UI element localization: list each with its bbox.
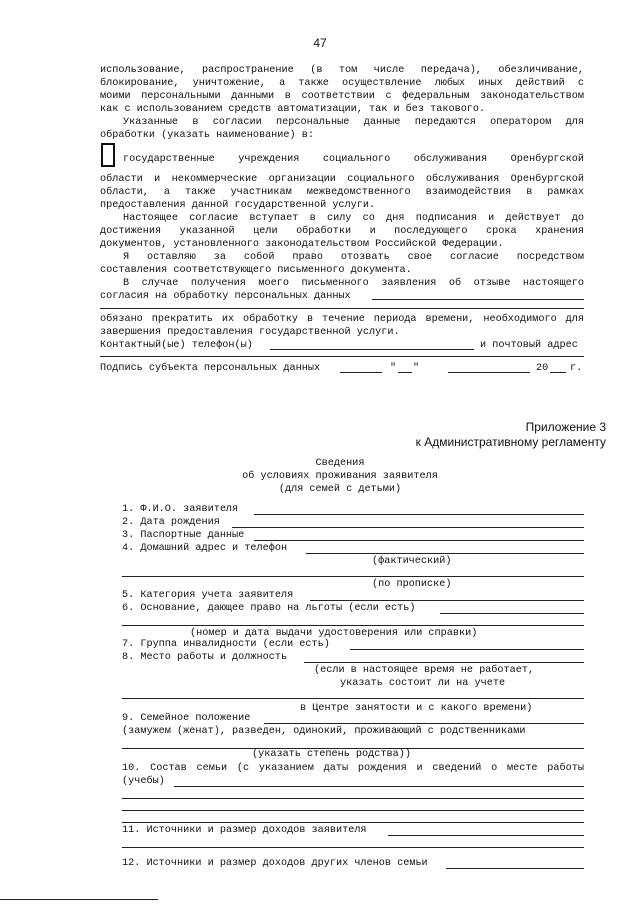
home-address-field[interactable] — [306, 553, 584, 554]
signature-field[interactable] — [340, 372, 382, 373]
operator-line-4: предоставления данной государственной услуги. — [100, 200, 376, 211]
operator-line-2: области и некоммерческие организации социального обслуживания Оренбургской — [100, 174, 584, 185]
consent-line-1: использование, распространение (в том числе передача), обезличивание, — [100, 65, 584, 76]
benefits-basis-field-2[interactable] — [122, 625, 584, 626]
month-field[interactable] — [448, 372, 530, 373]
year-suffix: г. — [570, 363, 583, 374]
workplace-field-2[interactable] — [122, 698, 584, 699]
workplace-field[interactable] — [304, 662, 584, 663]
hint-work-2: указать состоит ли на учете — [340, 678, 506, 689]
item-12-label: 12. Источники и размер доходов других членов семьи — [122, 858, 428, 869]
day-field[interactable] — [398, 372, 412, 373]
signature-label: Подпись субъекта персональных данных — [100, 363, 321, 374]
item-2-label: 2. Дата рождения — [122, 517, 220, 528]
hint-actual: (фактический) — [372, 556, 452, 567]
operator-line-1: государственные учреждения социального обслуживания Оренбургской — [123, 154, 584, 165]
benefits-basis-field[interactable] — [440, 613, 584, 614]
withdrawal-line-2: согласия на обработку персональных данных — [100, 291, 351, 302]
operator-checkbox[interactable] — [101, 143, 115, 167]
consent-line-3: моими персональными данными в соответствии с федеральным законодательством — [100, 91, 584, 102]
item-5-label: 5. Категория учета заявителя — [122, 590, 294, 601]
separator-line — [122, 822, 584, 823]
item-11-label: 11. Источники и размер доходов заявителя — [122, 825, 367, 836]
year-field[interactable] — [550, 372, 566, 373]
validity-line-3: документов, установленного законодательством Российской Федерации. — [100, 239, 504, 250]
validity-line-2: достижения указанной цели обработки и последующего срока хранения — [100, 226, 584, 237]
hint-certificate: (номер и дата выдачи удостоверения или справки) — [190, 628, 478, 639]
date-quote-open: " — [390, 363, 397, 374]
applicant-income-field[interactable] — [388, 835, 584, 836]
disability-field[interactable] — [350, 649, 584, 650]
item-6-label: 6. Основание, дающее право на льготы (если есть) — [122, 603, 416, 614]
family-income-field[interactable] — [446, 868, 584, 869]
passport-field[interactable] — [254, 540, 584, 541]
form-heading-1: Сведения — [315, 458, 365, 469]
operator-name-field[interactable] — [372, 299, 584, 300]
hint-registration: (по прописке) — [372, 579, 452, 590]
marital-status-field[interactable] — [264, 723, 584, 724]
consent-line-4: как с использованием средств автоматизации, так и без таковогo. — [100, 104, 486, 115]
hint-relation: (указать степень родства)) — [252, 749, 411, 760]
appendix-title: Приложение 3 — [525, 420, 606, 434]
form-heading-2: об условиях проживания заявителя — [242, 471, 438, 482]
footnote-divider — [0, 899, 158, 900]
family-composition-field-3[interactable] — [122, 810, 584, 811]
family-composition-field-2[interactable] — [122, 798, 584, 799]
applicant-name-field[interactable] — [254, 514, 584, 515]
consent-line-6: обработки (указать наименование) в: — [100, 130, 314, 141]
operator-name-field-2[interactable] — [100, 308, 584, 309]
consent-line-5: Указанные в согласии персональные данные передаются оператором для — [123, 117, 584, 128]
item-10-label: 10. Состав семьи (с указанием даты рождения и сведений о месте работы — [122, 763, 584, 774]
item-3-label: 3. Паспортные данные — [122, 530, 245, 541]
item-1-label: 1. Ф.И.О. заявителя — [122, 504, 239, 515]
withdrawal-line-1: В случае получения моего письменного заявления об отзыве настоящего — [123, 278, 584, 289]
hint-family: (замужем (женат), разведен, одинокий, проживающий с родственниками — [122, 726, 526, 737]
item-8-label: 8. Место работы и должность — [122, 652, 288, 663]
hint-work-3: в Центре занятости и с какого времени) — [300, 703, 533, 714]
item-9-label: 9. Семейное положение — [122, 713, 251, 724]
home-address-field-2[interactable] — [122, 576, 584, 577]
phone-label: Контактный(ые) телефон(ы) — [100, 340, 253, 351]
item-4-label: 4. Домашний адрес и телефон — [122, 543, 288, 554]
date-quote-close: " — [413, 363, 420, 374]
appendix-subtitle: к Административному регламенту — [415, 435, 606, 449]
obligation-line-2: завершения предоставления государственной услуги. — [100, 327, 400, 338]
validity-line-1: Настоящее согласие вступает в силу со дня подписания и действует до — [123, 213, 584, 224]
item-10-label-2: (учебы) — [122, 776, 165, 787]
consent-line-2: блокирование, уничтожение, а также осуществление любых иных действий с — [100, 78, 584, 89]
form-heading-3: (для семей с детьми) — [278, 484, 402, 495]
category-field[interactable] — [310, 600, 584, 601]
item-7-label: 7. Группа инвалидности (если есть) — [122, 639, 330, 650]
birth-date-field[interactable] — [232, 527, 584, 528]
revoke-line-2: составления соответствующего письменного документа. — [100, 265, 412, 276]
address-field[interactable] — [100, 356, 584, 357]
family-composition-field[interactable] — [174, 786, 584, 787]
phone-field[interactable] — [270, 349, 474, 350]
page-number: 47 — [313, 36, 327, 50]
address-label: и почтовый адрес — [480, 340, 578, 351]
revoke-line-1: Я оставляю за собой право отозвать свое согласие посредством — [123, 252, 584, 263]
year-prefix: 20 — [536, 363, 549, 374]
hint-work-1: (если в настоящее время не работает, — [314, 665, 535, 676]
obligation-line-1: обязано прекратить их обработку в течение периода времени, необходимого для — [100, 314, 584, 325]
applicant-income-field-2[interactable] — [122, 847, 584, 848]
operator-line-3: области, а также участникам межведомственного взаимодействия в рамках — [100, 187, 584, 198]
